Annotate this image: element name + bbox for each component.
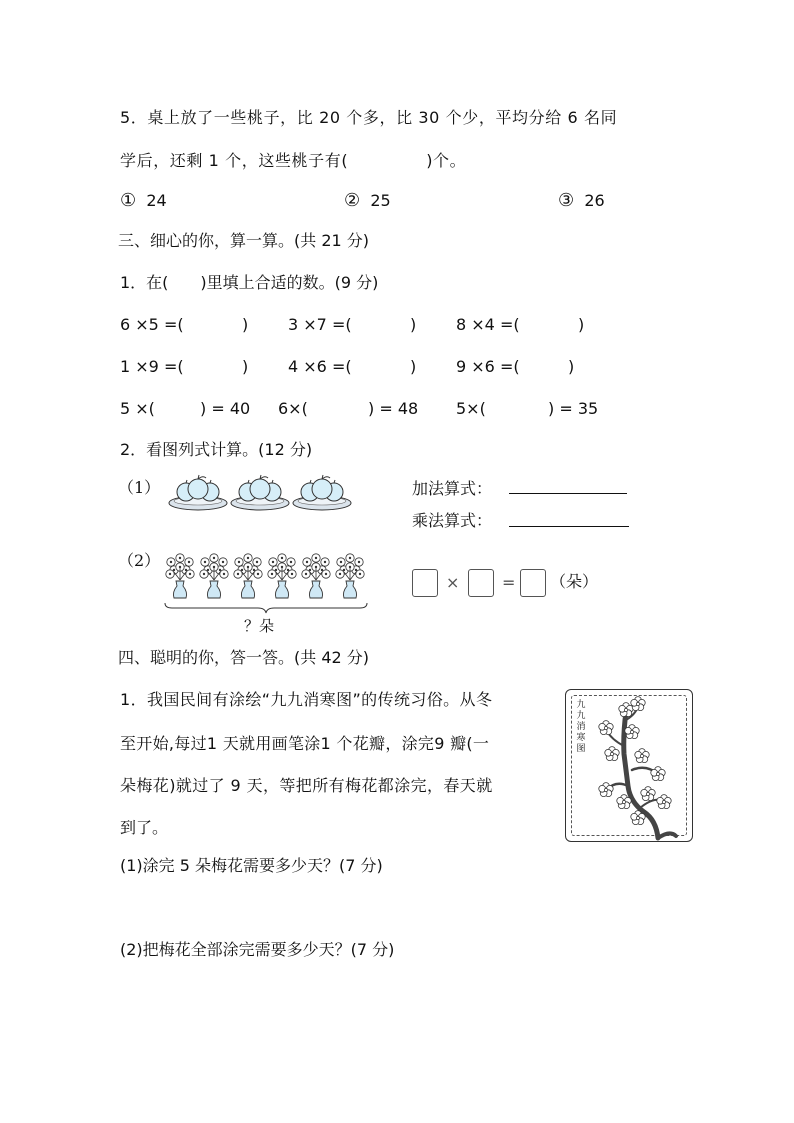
- calc-r1c3[interactable]: 8 ×4 =(: [456, 315, 520, 334]
- s4-sub1: (1)涂完 5 朵梅花需要多少天？(7 分): [120, 856, 383, 875]
- calc-r2c2[interactable]: 4 ×6 =(: [288, 357, 352, 376]
- q5-line1: 5．桌上放了一些桃子，比 20 个多，比 30 个少，平均分给 6 名同: [120, 108, 618, 127]
- option-3-value: 26: [584, 191, 605, 210]
- calc-r3c2-close: ) = 48: [368, 399, 419, 418]
- section3-title: 三、细心的你，算一算。(共 21 分): [118, 231, 370, 250]
- vase-with-flowers: [200, 554, 228, 598]
- option-2-marker: ②: [344, 190, 361, 211]
- vase-with-flowers: [336, 554, 364, 598]
- plum-flower: [635, 749, 649, 763]
- plate-group-1: [169, 475, 227, 510]
- vase-with-flowers: [166, 554, 194, 598]
- answer-box-2[interactable]: [468, 569, 494, 597]
- s3-q2-title: 2．看图列式计算。(12 分): [120, 440, 313, 459]
- s4-q1-line4: 到了。: [120, 818, 169, 837]
- vase-with-flowers: [302, 554, 330, 598]
- calc-r2c2-close: ): [410, 357, 417, 376]
- q5-line2-b: )个。: [426, 151, 467, 170]
- s4-sub2: (2)把梅花全部涂完需要多少天？(7 分): [120, 940, 395, 959]
- s4-q1-line1: 1．我国民间有涂绘“九九消寒图”的传统习俗。从冬: [120, 690, 493, 709]
- addition-label: 加法算式：: [412, 479, 493, 498]
- option-3-marker: ③: [558, 190, 575, 211]
- plum-flower: [631, 697, 645, 711]
- vase-with-flowers: [234, 554, 262, 598]
- section4-title: 四、聪明的你，答一答。(共 42 分): [118, 648, 370, 667]
- calc-r1c1-close: ): [242, 315, 249, 334]
- calc-r1c1[interactable]: 6 ×5 =(: [120, 315, 184, 334]
- calc-r3c2[interactable]: 6×(: [278, 399, 308, 418]
- vase-with-flowers: [268, 554, 296, 598]
- plate-group-3: [293, 475, 351, 510]
- multiplication-answer-line[interactable]: [509, 526, 629, 527]
- calc-r3c3[interactable]: 5×(: [456, 399, 486, 418]
- calc-r1c3-close: ): [578, 315, 585, 334]
- calc-r2c3[interactable]: 9 ×6 =(: [456, 357, 520, 376]
- plum-branch-drawing: [566, 690, 692, 841]
- option-2-value: 25: [370, 191, 391, 210]
- calc-r3c3-close: ) = 35: [548, 399, 599, 418]
- times-sign: ×: [446, 573, 460, 592]
- s4-q1-line3: 朵梅花)就过了 9 天，等把所有梅花都涂完，春天就: [120, 776, 493, 795]
- answer-box-1[interactable]: [412, 569, 438, 597]
- multiplication-label: 乘法算式：: [412, 511, 493, 530]
- calc-r1c2-close: ): [410, 315, 417, 334]
- calc-r2c1[interactable]: 1 ×9 =(: [120, 357, 184, 376]
- calc-r2c1-close: ): [242, 357, 249, 376]
- plum-flower: [657, 795, 671, 809]
- plum-flower: [599, 721, 613, 735]
- picture-title: 九 九 消 寒 图: [576, 700, 586, 754]
- q5-line2-a: 学后，还剩 1 个，这些桃子有(: [120, 151, 349, 170]
- calc-r1c2[interactable]: 3 ×7 =(: [288, 315, 352, 334]
- plum-flower: [651, 767, 665, 781]
- q5-line2: [120, 151, 466, 171]
- s3-q1-title: 1．在( )里填上合适的数。(9 分): [120, 273, 379, 292]
- option-3[interactable]: [558, 190, 605, 211]
- plum-flower: [605, 747, 619, 761]
- answer-box-3[interactable]: [520, 569, 546, 597]
- plum-blossom-picture: [565, 689, 693, 842]
- addition-answer-line[interactable]: [509, 493, 627, 494]
- part1-label: （1）: [118, 478, 161, 497]
- option-2[interactable]: [344, 190, 391, 211]
- s4-q1-line2: 至开始,每过1 天就用画笔涂1 个花瓣，涂完9 瓣(一: [120, 734, 490, 753]
- part2-label: （2）: [118, 551, 161, 570]
- equals-sign: =: [502, 573, 516, 592]
- plum-flower: [625, 725, 639, 739]
- plum-flower: [641, 787, 655, 801]
- unit-label: （朵）: [550, 572, 599, 591]
- brace: [165, 603, 367, 613]
- option-1-marker: ①: [120, 190, 137, 211]
- calc-r3c1[interactable]: 5 ×(: [120, 399, 155, 418]
- option-1-value: 24: [146, 191, 167, 210]
- calc-r3c1-close: ) = 40: [200, 399, 251, 418]
- brace-caption: ？朵: [244, 617, 275, 635]
- apples-on-plates-illustration: [168, 472, 356, 514]
- plate-group-2: [231, 475, 289, 510]
- option-1[interactable]: [120, 190, 167, 211]
- calc-r2c3-close: ): [568, 357, 575, 376]
